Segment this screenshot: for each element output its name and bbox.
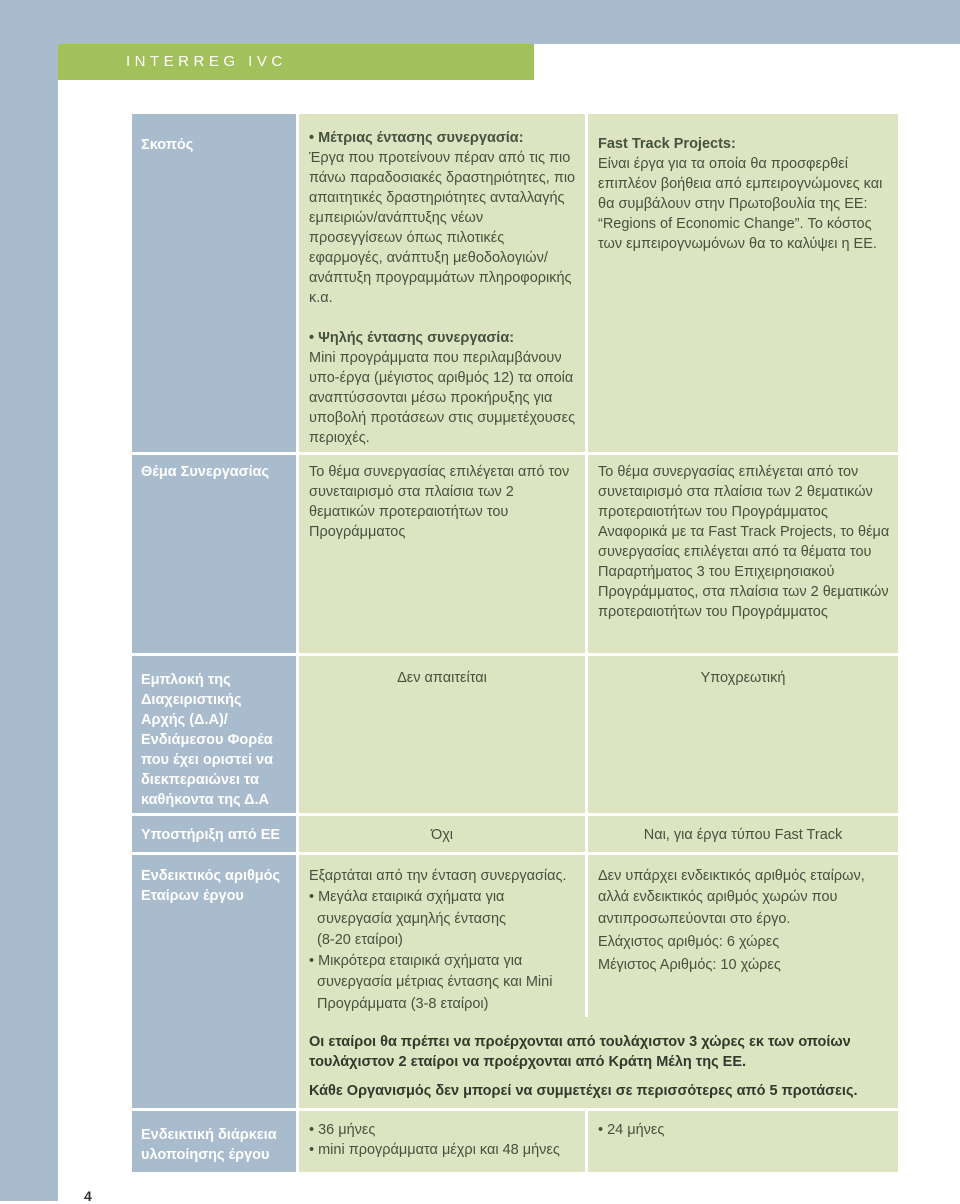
etairoi-bullet2-line3: Προγράμματα (3-8 εταίροι) — [317, 995, 489, 1012]
page-number: 4 — [84, 1188, 92, 1204]
header-title: INTERREG IVC — [126, 53, 287, 70]
medium-intensity-text: Έργα που προτείνουν πέραν από τις πιο πάνω παραδοσιακές δραστηριότητες, πιο απαιτητικές δραστηριότητες ανταλλαγής εμπειριών/ανάπτυξης νέων προσεγγίσεων όπως πιλοτικές εφαρμογές, ανάπτυξη μεθοδολογιών/ ανάπτυξη προγραμμάτων πληροφορικής κ.α. — [309, 150, 576, 306]
top-color-band — [0, 0, 960, 44]
etairoi-col2 — [598, 866, 890, 976]
etairoi-bullet1-line2: συνεργασία χαμηλής έντασης — [317, 910, 507, 927]
column-divider — [585, 1111, 588, 1172]
row-divider — [132, 852, 898, 855]
row-label-diarkeia: Ενδεικτική διάρκεια υλοποίησης έργου — [141, 1127, 277, 1163]
column-divider — [585, 114, 588, 452]
column-divider — [585, 455, 588, 653]
column-divider — [585, 855, 588, 1017]
high-intensity-text: Mini προγράμματα που περιλαμβάνουν υπο-έργα (μέγιστος αριθμός 12) τα οποία αναπτύσσονται μέσω προκήρυξης για υποβολή προτάσεων στις συμμετέχουσες περιοχές. — [309, 350, 576, 446]
thema-col2: Το θέμα συνεργασίας επιλέγεται από τον συνεταιρισμό στα πλαίσια των 2 θεματικών προτεραιοτήτων του Προγράμματος Αναφορικά με τα Fast Track Projects, το θέμα συνεργασίας επιλέγεται από τα θέματα του Παραρτήματος 3 του Επιχειρησιακού Προγράμματος, στα πλαίσια των 2 θεματικών προτεραιοτήτων του Προγράμματος — [598, 464, 890, 620]
etairoi-note2: Κάθε Οργανισμός δεν μπορεί να συμμετέχει σε περισσότερες από 5 προτάσεις. — [309, 1083, 858, 1099]
etairoi-max: Μέγιστος Αριθμός: 10 χώρες — [598, 957, 781, 974]
etairoi-col2-text: Δεν υπάρχει ενδεικτικός αριθμός εταίρων, αλλά ενδεικτικός αριθμός χωρών που αντιπροσωπεύονται στο έργο. — [598, 868, 865, 927]
emplokh-col1: Δεν απαιτείται — [397, 670, 487, 686]
etairoi-min: Ελάχιστος αριθμός: 6 χώρες — [598, 933, 780, 950]
ypostirixi-col1: Όχι — [430, 827, 454, 843]
etairoi-bullet2: • Μικρότερα εταιρικά σχήματα για — [309, 953, 523, 970]
etairoi-col1 — [309, 866, 581, 1015]
diarkeia-col1 — [309, 1120, 581, 1160]
row-label-etairoi: Ενδεικτικός αριθμός Εταίρων έργου — [141, 868, 281, 904]
left-color-band — [0, 0, 58, 1201]
etairoi-intro: Εξαρτάται από την ένταση συνεργασίας. — [309, 868, 567, 884]
row-divider — [132, 813, 898, 816]
diarkeia-col2-bullet1: • 24 μήνες — [598, 1122, 665, 1138]
diarkeia-col2 — [598, 1120, 888, 1140]
high-intensity-title: • Ψηλής έντασης συνεργασία: — [309, 330, 515, 346]
diarkeia-bullet2: • mini προγράμματα μέχρι και 48 μήνες — [309, 1142, 560, 1158]
row-label-thema: Θέμα Συνεργασίας — [141, 464, 270, 480]
ypostirixi-col2: Ναι, για έργα τύπου Fast Track — [643, 827, 843, 843]
row-label-skopos: Σκοπός — [141, 137, 194, 153]
skopos-col2 — [598, 134, 888, 254]
etairoi-bullet2-line2: συνεργασία μέτριας έντασης και Mini — [317, 974, 553, 991]
emplokh-col2: Υποχρεωτική — [700, 670, 786, 686]
diarkeia-bullet1: • 36 μήνες — [309, 1122, 376, 1138]
fast-track-text: Είναι έργα για τα οποία θα προσφερθεί επιπλέον βοήθεια από εμπειρογνώμονες και θα συμβάλουν στην Πρωτοβουλία της ΕΕ: “Regions of Economic Change”. Το κόστος των εμπειρογνωμόνων θα το καλύψει η ΕΕ. — [598, 156, 883, 252]
row-label-emplokh: Εμπλοκή της Διαχειριστικής Αρχής (Δ.Α)/ Ενδιάμεσου Φορέα που έχει οριστεί να διεκπεραιώνει τα καθήκοντα της Δ.Α — [141, 672, 274, 808]
fast-track-title: Fast Track Projects: — [598, 136, 736, 152]
row-label-ypostirixi: Υποστήριξη από ΕΕ — [141, 827, 281, 843]
row-divider — [132, 1108, 898, 1111]
column-divider — [296, 114, 299, 1172]
etairoi-note1: Οι εταίροι θα πρέπει να προέρχονται από τουλάχιστον 3 χώρες εκ των οποίων τουλάχιστον 2 εταίροι να προέρχονται από Κράτη Μέλη της ΕΕ. — [309, 1034, 851, 1070]
label-column — [132, 114, 296, 1172]
row-divider — [132, 452, 898, 455]
skopos-col1 — [309, 128, 577, 448]
medium-intensity-title: • Μέτριας έντασης συνεργασία: — [309, 130, 524, 146]
etairoi-bullet1: • Μεγάλα εταιρικά σχήματα για — [309, 889, 505, 906]
row-divider — [132, 653, 898, 656]
thema-col1: Το θέμα συνεργασίας επιλέγεται από τον συνεταιρισμό στα πλαίσια των 2 θεματικών προτεραιοτήτων του Προγράμματος — [309, 464, 570, 540]
etairoi-bullet1-line3: (8-20 εταίροι) — [317, 931, 403, 948]
